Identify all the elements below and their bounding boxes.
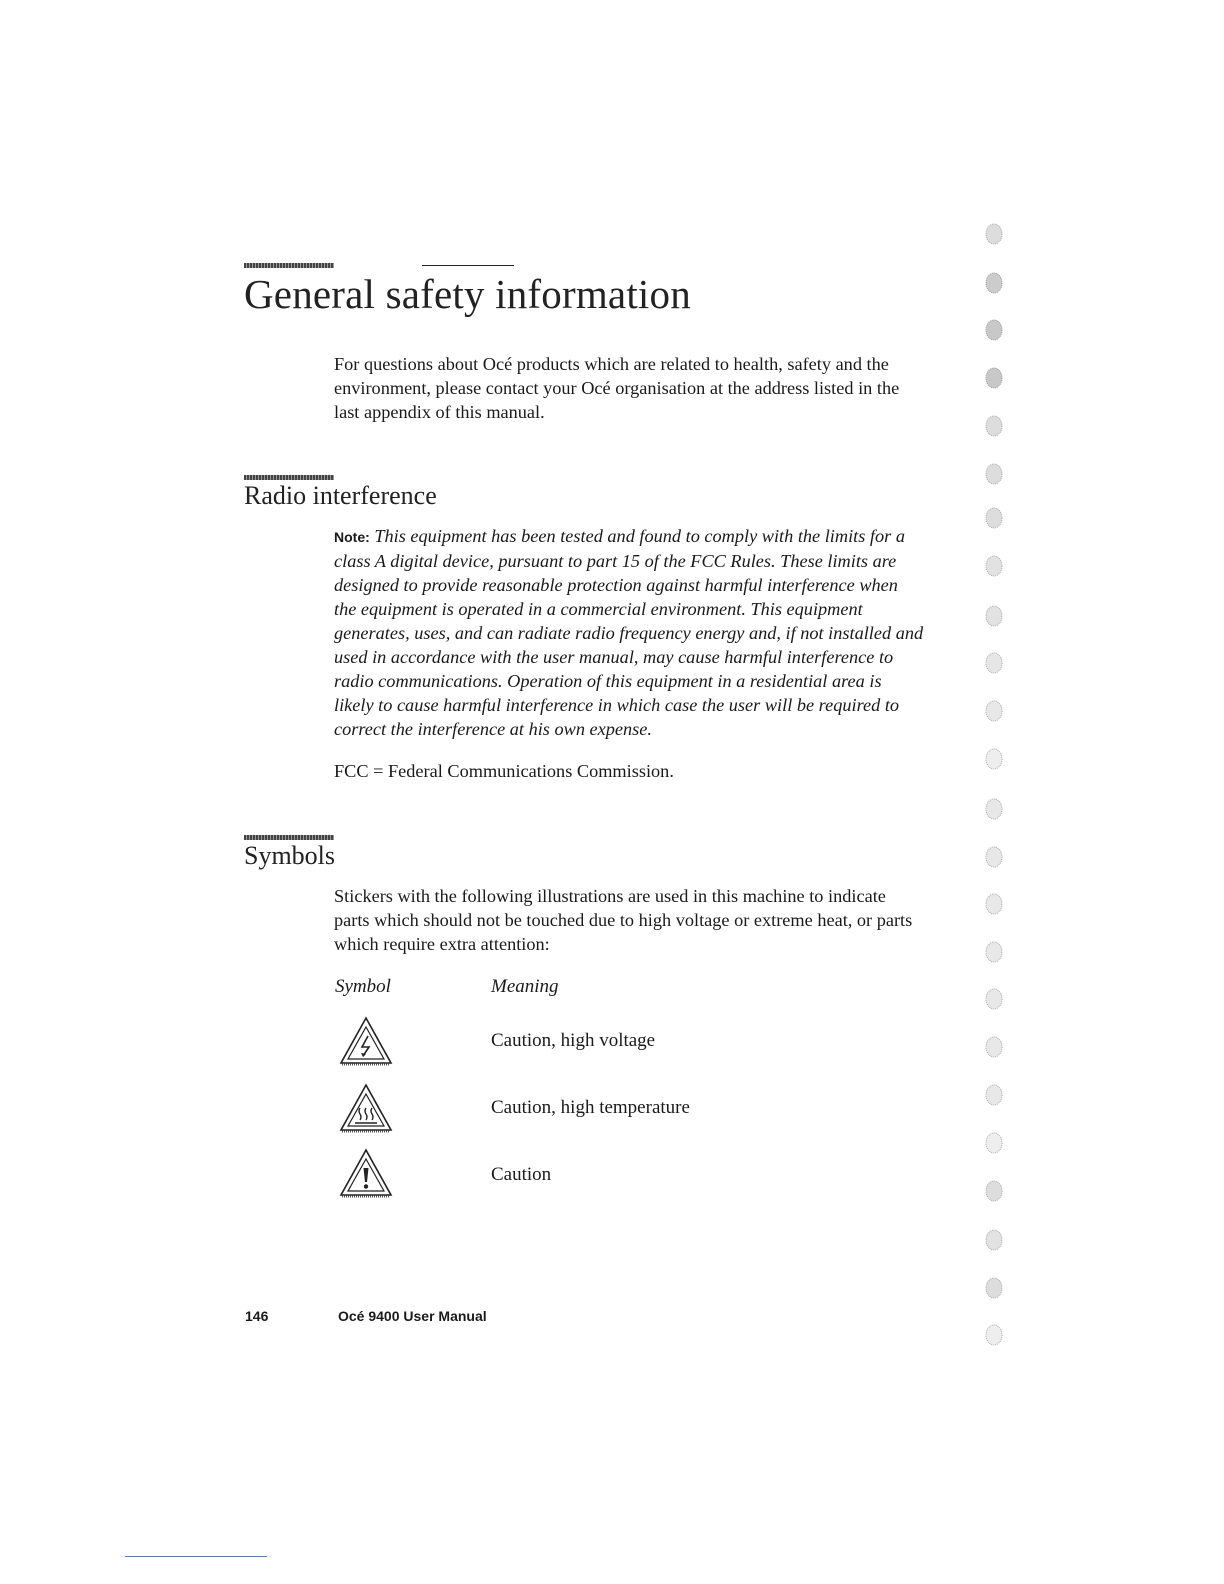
page-title: General safety information xyxy=(244,271,691,317)
section-heading-radio: Radio interference xyxy=(244,481,437,510)
binding-hole-icon xyxy=(984,1228,1004,1252)
symbols-intro: Stickers with the following illustrations are used in this machine to indicate parts which should not be touched due to high voltage or extreme heat, or parts which require extra attention: xyxy=(334,886,913,954)
binding-hole-icon xyxy=(984,222,1004,246)
fcc-definition: FCC = Federal Communications Commission. xyxy=(334,761,674,781)
binding-hole-icon xyxy=(984,318,1004,342)
heading-rule xyxy=(244,263,334,268)
binding-hole-icon xyxy=(984,271,1004,295)
radio-note-paragraph xyxy=(334,524,924,741)
manual-title: Océ 9400 User Manual xyxy=(338,1308,487,1324)
high-temperature-warning-icon xyxy=(339,1083,393,1133)
binding-hole-icon xyxy=(984,462,1004,486)
binding-hole-icon xyxy=(984,414,1004,438)
binding-hole-icon xyxy=(984,366,1004,390)
binding-hole-icon xyxy=(984,651,1004,675)
page-number: 146 xyxy=(245,1308,269,1324)
binding-hole-icon xyxy=(984,1179,1004,1203)
meaning-column-header: Meaning xyxy=(491,976,559,997)
section-heading-symbols: Symbols xyxy=(244,841,336,870)
symbol-meaning: Caution, high voltage xyxy=(491,1030,656,1051)
binding-hole-icon xyxy=(984,1035,1004,1059)
symbol-meaning: Caution xyxy=(491,1164,552,1185)
section-rule xyxy=(244,835,334,840)
caution-warning-icon xyxy=(339,1148,393,1198)
binding-hole-icon xyxy=(984,604,1004,628)
binding-hole-icon xyxy=(984,1083,1004,1107)
symbol-meaning: Caution, high temperature xyxy=(491,1097,690,1118)
binding-hole-icon xyxy=(984,845,1004,869)
bottom-divider xyxy=(125,1556,267,1557)
note-label: Note: xyxy=(334,529,370,545)
symbol-column-header: Symbol xyxy=(335,976,391,997)
high-voltage-warning-icon xyxy=(339,1016,393,1066)
binding-hole-icon xyxy=(984,506,1004,530)
note-text: This equipment has been tested and found to comply with the limits for a class A digital device, pursuant to part 15 of the FCC Rules. These limits are designed to provide reasonable protection against harmful interference when the equipment is operated in a commercial environment. This equipment generates, uses, and can radiate radio frequency energy and, if not installed and used in accordance with the user manual, may cause harmful interference to radio communications. Operation of this equipment in a residential area is likely to cause harmful interference in which case the user will be required to correct the interference at his own expense. xyxy=(334,526,924,739)
binding-hole-icon xyxy=(984,1276,1004,1300)
heading-thin-rule xyxy=(422,265,514,266)
binding-hole-icon xyxy=(984,554,1004,578)
binding-hole-icon xyxy=(984,1323,1004,1347)
binding-hole-icon xyxy=(984,747,1004,771)
binding-hole-icon xyxy=(984,892,1004,916)
binding-hole-icon xyxy=(984,1131,1004,1155)
intro-paragraph: For questions about Océ products which are related to health, safety and the environment, please contact your Océ organisation at the address listed in the last appendix of this manual. xyxy=(334,354,900,422)
binding-hole-icon xyxy=(984,699,1004,723)
section-rule xyxy=(244,475,334,480)
binding-hole-icon xyxy=(984,940,1004,964)
binding-hole-icon xyxy=(984,987,1004,1011)
binding-hole-icon xyxy=(984,797,1004,821)
